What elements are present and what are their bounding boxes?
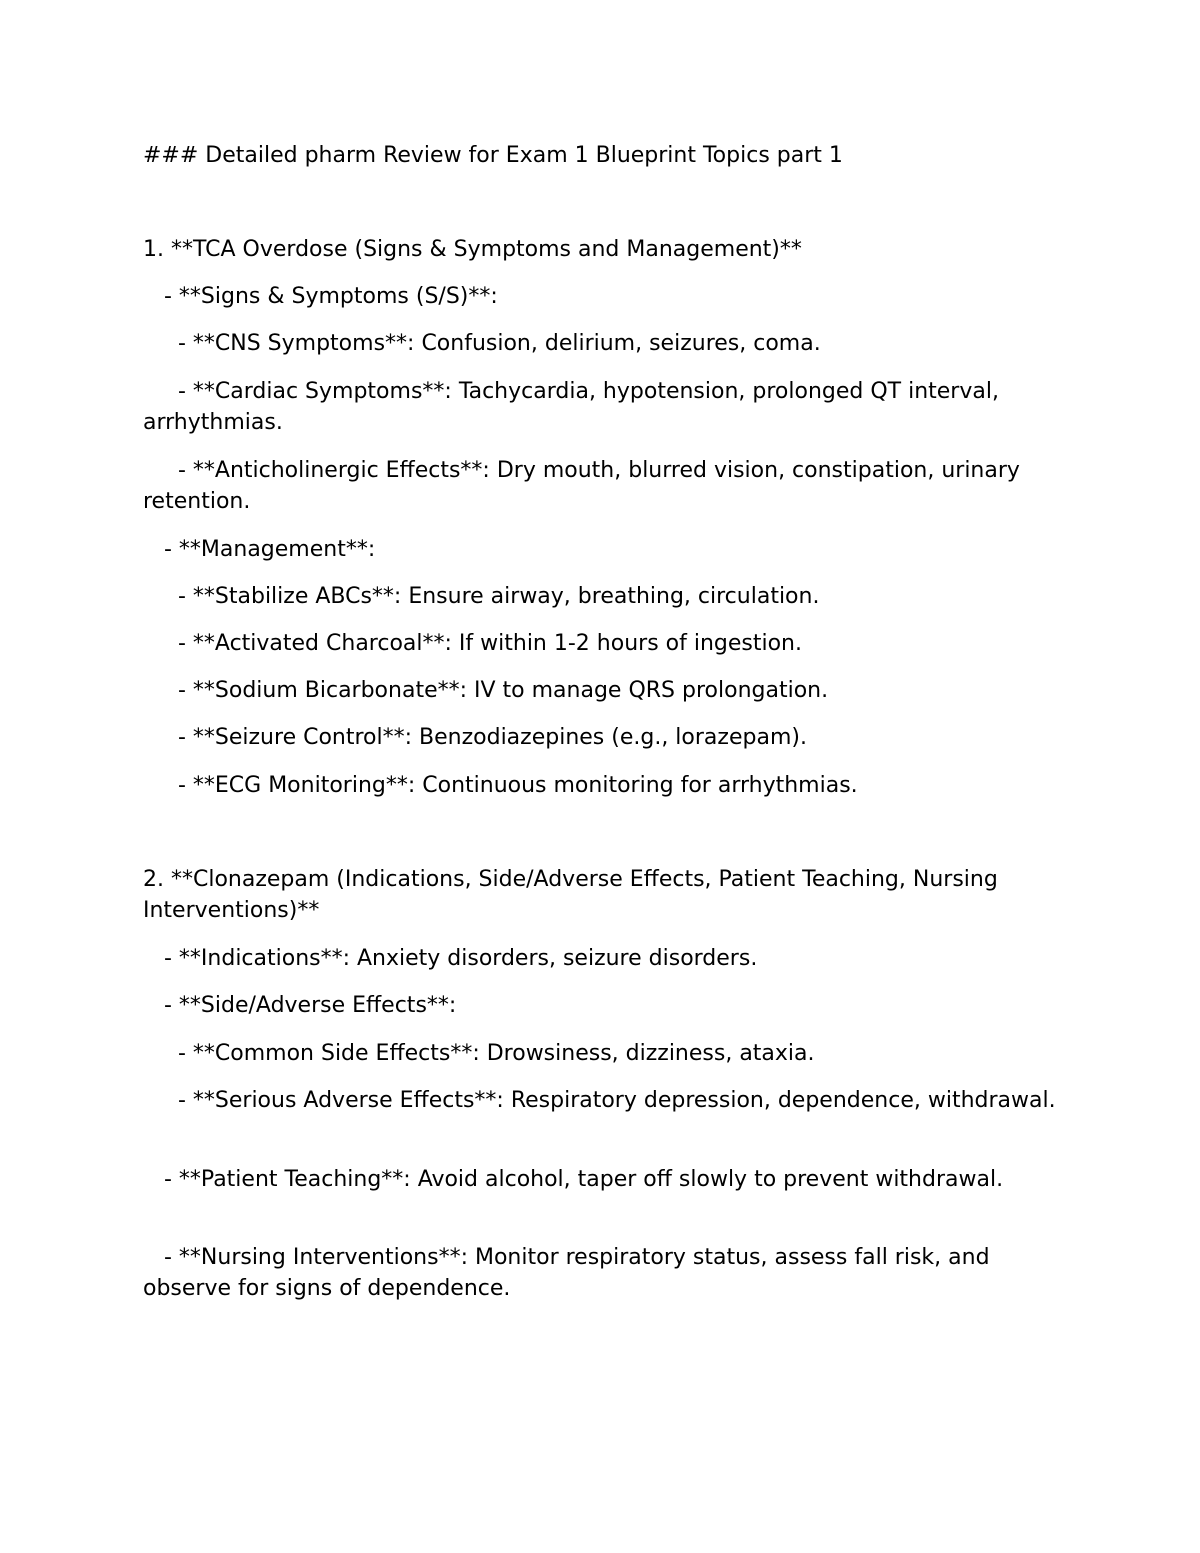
indications-item: - **Indications**: Anxiety disorders, seizure disorders. bbox=[143, 946, 758, 971]
document-title: ### Detailed pharm Review for Exam 1 Blueprint Topics part 1 bbox=[143, 143, 843, 168]
section-1-heading: 1. **TCA Overdose (Signs & Symptoms and Management)** bbox=[143, 237, 802, 262]
management-heading: - **Management**: bbox=[143, 537, 376, 562]
patient-teaching-item: - **Patient Teaching**: Avoid alcohol, taper off slowly to prevent withdrawal. bbox=[143, 1167, 1004, 1192]
sodium-bicarbonate-item: - **Sodium Bicarbonate**: IV to manage QRS prolongation. bbox=[143, 678, 829, 703]
activated-charcoal-item: - **Activated Charcoal**: If within 1-2 hours of ingestion. bbox=[143, 631, 802, 656]
common-side-effects-item: - **Common Side Effects**: Drowsiness, dizziness, ataxia. bbox=[143, 1041, 815, 1066]
anticholinergic-effects-item: - **Anticholinergic Effects**: Dry mouth, blurred vision, constipation, urinary retention. bbox=[143, 458, 1027, 514]
serious-adverse-effects-item: - **Serious Adverse Effects**: Respiratory depression, dependence, withdrawal. bbox=[143, 1088, 1056, 1113]
ecg-monitoring-item: - **ECG Monitoring**: Continuous monitoring for arrhythmias. bbox=[143, 773, 858, 798]
side-adverse-effects-heading: - **Side/Adverse Effects**: bbox=[143, 993, 457, 1018]
stabilize-abcs-item: - **Stabilize ABCs**: Ensure airway, breathing, circulation. bbox=[143, 584, 820, 609]
nursing-interventions-item: - **Nursing Interventions**: Monitor respiratory status, assess fall risk, and observe for signs of dependence. bbox=[143, 1245, 997, 1301]
cardiac-symptoms-item: - **Cardiac Symptoms**: Tachycardia, hypotension, prolonged QT interval, arrhythmias. bbox=[143, 379, 1006, 435]
signs-symptoms-heading: - **Signs & Symptoms (S/S)**: bbox=[143, 284, 498, 309]
cns-symptoms-item: - **CNS Symptoms**: Confusion, delirium, seizures, coma. bbox=[143, 331, 821, 356]
section-2-heading: 2. **Clonazepam (Indications, Side/Adverse Effects, Patient Teaching, Nursing Interventions)** bbox=[143, 867, 1005, 923]
seizure-control-item: - **Seizure Control**: Benzodiazepines (e.g., lorazepam). bbox=[143, 725, 807, 750]
